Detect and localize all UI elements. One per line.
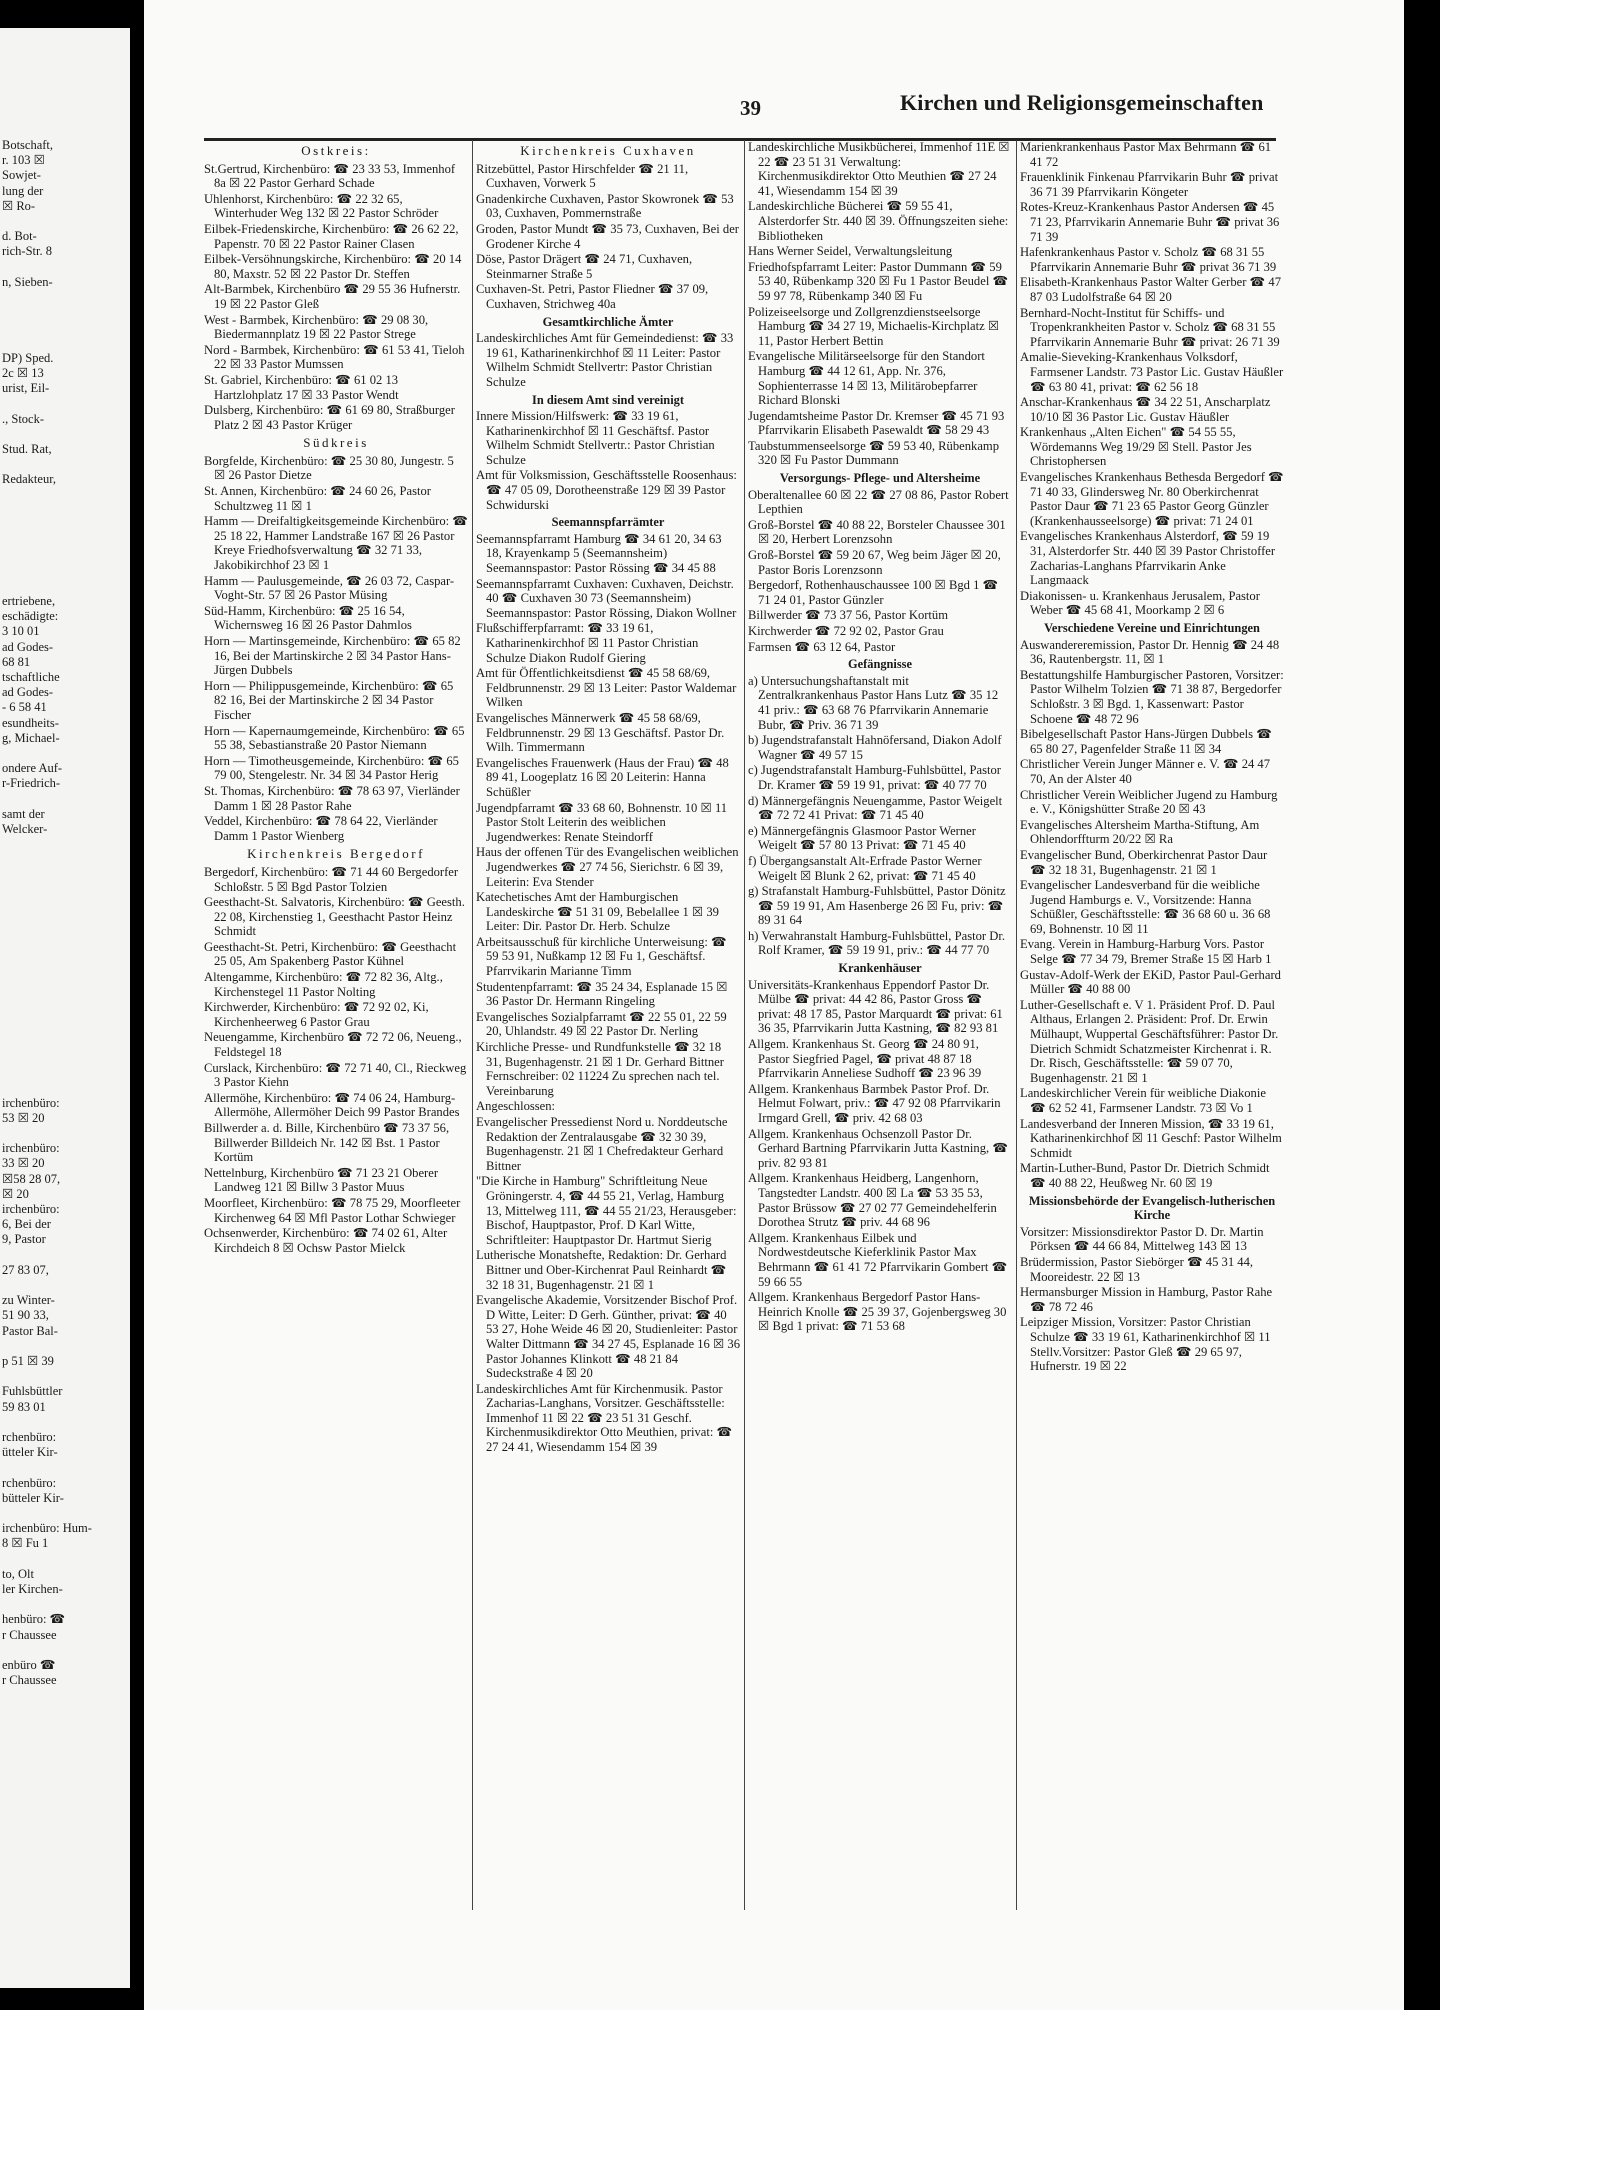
facing-page-text: rchenbüro:: [2, 1430, 57, 1444]
facing-page-text: tschaftliche: [2, 670, 60, 684]
directory-entry: Allgem. Krankenhaus Bergedorf Pastor Hans-Heinrich Knolle ☎ 25 39 37, Gojenbergsweg 30 ☒ Bgd 1 privat: ☎ 71 53 68: [748, 1290, 1007, 1334]
page-edge: [1404, 0, 1440, 2010]
section-heading: Ostkreis:: [301, 143, 371, 158]
directory-entry: Groden, Pastor Mundt ☎ 35 73, Cuxhaven, Bei der Grodener Kirche 4: [476, 221, 739, 251]
facing-page-text: ertriebene,: [2, 594, 56, 608]
facing-page-text: ., Stock-: [2, 411, 45, 426]
directory-entry: b) Jugendstrafanstalt Hahnöfersand, Diakon Adolf Wagner ☎ 49 57 15: [748, 733, 1002, 762]
facing-page-text: eschädigte:: [2, 609, 59, 624]
directory-entry: Horn — Timotheusgemeinde, Kirchenbüro: ☎ 65 79 00, Stengelestr. Nr. 34 ☒ 34 Pastor Herig: [204, 753, 459, 783]
directory-entry: Curslack, Kirchenbüro: ☎ 72 71 40, Cl., Rieckweg 3 Pastor Kiehn: [204, 1060, 467, 1090]
directory-entry: Cuxhaven-St. Petri, Pastor Fliedner ☎ 37 09, Cuxhaven, Strichweg 40a: [476, 282, 709, 311]
facing-page-text: samt der: [2, 806, 45, 821]
section-heading: Kirchenkreis Bergedorf: [247, 846, 425, 862]
facing-page-text: r. 103 ☒: [2, 153, 45, 168]
directory-entry: St.Gertrud, Kirchenbüro: ☎ 23 33 53, Immenhof 8a ☒ 22 Pastor Gerhard Schade: [204, 161, 456, 191]
facing-page-text: Pastor Bal-: [2, 1323, 58, 1338]
directory-entry: Hafenkrankenhaus Pastor v. Scholz ☎ 68 31 55 Pfarrvikarin Annemarie Buhr ☎ privat 36 71 39: [1020, 245, 1277, 274]
facing-page-text: g, Michael-: [2, 730, 60, 745]
section-heading: Gesamtkirchliche Ämter: [542, 314, 674, 329]
directory-entry: Hermansburger Mission in Hamburg, Pastor Rahe ☎ 78 72 46: [1020, 1285, 1273, 1314]
directory-entry: Flußschifferpfarramt: ☎ 33 19 61, Katharinenkirchhof ☒ 11 Pastor Christian Schulze Diakon Rudolf Giering: [476, 621, 699, 665]
directory-entry: Auswandereremission, Pastor Dr. Hennig ☎ 24 48 36, Rautenbergstr. 11, ☒ 1: [1020, 637, 1280, 667]
facing-page-fragment: [0, 28, 130, 1988]
column-1: [204, 140, 468, 1910]
directory-entry: Anschar-Krankenhaus ☎ 34 22 51, Anscharplatz 10/10 ☒ 36 Pastor Lic. Gustav Häußler: [1020, 395, 1271, 424]
directory-entry: Diakonissen- u. Krankenhaus Jerusalem, Pastor Weber ☎ 45 68 41, Moorkamp 2 ☒ 6: [1020, 588, 1260, 618]
section-heading: Missionsbehörde der Evangelisch-lutherischen Kirche: [1028, 1193, 1276, 1223]
section-heading: In diesem Amt sind vereinigt: [532, 392, 684, 407]
facing-page-text: - 6 58 41: [2, 700, 47, 715]
facing-page-text: irchenbüro:: [2, 1202, 60, 1216]
facing-page-text: 53 ☒ 20: [2, 1110, 45, 1125]
directory-entry: Landeskirchliche Bücherei ☎ 59 55 41, Alsterdorfer Str. 440 ☒ 39. Öffnungszeiten siehe: Bibliotheken: [748, 199, 1009, 243]
facing-page-text: 8 ☒ Fu 1: [2, 1536, 49, 1551]
directory-entry: Jugendamtsheime Pastor Dr. Kremser ☎ 45 71 93 Pfarrvikarin Elisabeth Pasewaldt ☎ 58 29 43: [748, 408, 1005, 438]
directory-entry: Evangelisches Krankenhaus Bethesda Bergedorf ☎ 71 40 33, Glindersweg Nr. 80 Oberkirchenrat Pastor Daur ☎ 71 23 65 Pastor Georg Günzler (Krankenhausseelsorge) ☎ privat: 71 24 01: [1020, 470, 1284, 528]
column-divider: [1016, 140, 1017, 1910]
column-divider: [472, 140, 473, 1910]
directory-entry: Martin-Luther-Bund, Pastor Dr. Dietrich Schmidt ☎ 40 88 22, Heußweg Nr. 60 ☒ 19: [1020, 1161, 1270, 1190]
directory-entry: Bergedorf, Kirchenbüro: ☎ 71 44 60 Bergedorfer Schloßstr. 5 ☒ Bgd Pastor Tolzien: [204, 864, 459, 894]
facing-page-text: enbüro ☎: [2, 1658, 56, 1672]
section-heading: Kirchenkreis Cuxhaven: [520, 143, 696, 158]
facing-page-text: Redakteur,: [2, 472, 56, 487]
directory-entry: St. Annen, Kirchenbüro: ☎ 24 60 26, Pastor Schultzweg 11 ☒ 1: [204, 484, 431, 513]
directory-entry: Ochsenwerder, Kirchenbüro: ☎ 74 02 61, Alter Kirchdeich 8 ☒ Ochsw Pastor Mielck: [204, 1226, 448, 1255]
directory-entry: Evangelischer Landesverband für die weibliche Jugend Hamburgs e. V., Vorsitzende: Hanna Schüßler, Geschäftsstelle: ☎ 36 68 60 u. 36 68 69, Bohnenstr. 10 ☒ 11: [1020, 878, 1271, 936]
directory-entry: Landeskirchliches Amt für Gemeindedienst: ☎ 33 19 61, Katharinenkirchhof ☒ 11 Leiter: Pastor Wilhelm Schmidt Stellvertr: Pastor Christian Schulze: [476, 331, 734, 389]
directory-entry: Evangelisches Frauenwerk (Haus der Frau) ☎ 48 89 41, Loogeplatz 16 ☒ 20 Leiterin: Hanna Schüßler: [476, 755, 729, 799]
facing-page-text: zu Winter-: [2, 1293, 55, 1308]
facing-page-text: Sowjet-: [2, 168, 41, 183]
section-heading: Gefängnisse: [847, 657, 913, 672]
directory-entry: Friedhofspfarramt Leiter: Pastor Dummann ☎ 59 53 40, Rübenkamp 320 ☒ Fu 1 Pastor Beudel ☎ 59 97 78, Rübenkamp 340 ☒ Fu: [748, 259, 1009, 303]
directory-entry: Horn — Kapernaumgemeinde, Kirchenbüro: ☎ 65 55 38, Sebastianstraße 20 Pastor Niemann: [204, 723, 465, 753]
directory-entry: Gustav-Adolf-Werk der EKiD, Pastor Paul-Gerhard Müller ☎ 40 88 00: [1020, 967, 1281, 997]
directory-entry: Rotes-Kreuz-Krankenhaus Pastor Andersen ☎ 45 71 23, Pfarrvikarin Annemarie Buhr ☎ privat 36 71 39: [1020, 200, 1280, 244]
running-header: Kirchen und Religionsgemeinschaften: [900, 90, 1264, 115]
directory-entry: Gnadenkirche Cuxhaven, Pastor Skowronek ☎ 53 03, Cuxhaven, Pommernstraße: [476, 191, 734, 221]
facing-page-text: ütteler Kir-: [2, 1445, 58, 1460]
facing-page-text: 27 83 07,: [2, 1262, 49, 1277]
facing-page-text: ondere Auf-: [2, 761, 63, 776]
directory-entry: Amalie-Sieveking-Krankenhaus Volksdorf, Farmsener Landstr. 73 Pastor Lic. Gustav Häußler ☎ 63 80 41, privat: ☎ 62 56 18: [1020, 350, 1284, 394]
directory-entry: Haus der offenen Tür des Evangelischen weiblichen Jugendwerkes ☎ 27 74 56, Sierichstr. 6 ☒ 39, Leiterin: Eva Stender: [476, 845, 739, 889]
directory-entry: e) Männergefängnis Glasmoor Pastor Werner Weigelt ☎ 57 80 13 Privat: ☎ 71 45 40: [748, 823, 976, 853]
directory-entry: Christlicher Verein Junger Männer e. V. ☎ 24 47 70, An der Alster 40: [1020, 757, 1271, 786]
directory-entry: c) Jugendstrafanstalt Hamburg-Fuhlsbüttel, Pastor Dr. Kramer ☎ 59 19 91, privat: ☎ 40 77 70: [748, 763, 1002, 792]
facing-page-text: n, Sieben-: [2, 274, 53, 289]
directory-entry: Veddel, Kirchenbüro: ☎ 78 64 22, Vierländer Damm 1 Pastor Wienberg: [204, 814, 438, 843]
section-heading: Verschiedene Vereine und Einrichtungen: [1044, 621, 1260, 635]
directory-entry: Studentenpfarramt: ☎ 35 24 34, Esplanade 15 ☒ 36 Pastor Dr. Hermann Ringeling: [476, 979, 728, 1009]
directory-entry: Nettelnburg, Kirchenbüro ☎ 71 23 21 Oberer Landweg 121 ☒ Billw 3 Pastor Muus: [204, 1165, 439, 1195]
column-4: [1020, 140, 1284, 1910]
facing-page-text: henbüro: ☎: [2, 1612, 66, 1627]
facing-page-text: bütteler Kir-: [2, 1490, 64, 1505]
directory-entry: Evangelisches Sozialpfarramt ☎ 22 55 01, 22 59 20, Uhlandstr. 49 ☒ 22 Pastor Dr. Nerling: [476, 1009, 727, 1039]
facing-page-text: DP) Sped.: [2, 350, 54, 365]
directory-entry: Lutherische Monatshefte, Redaktion: Dr. Gerhard Bittner und Ober-Kirchenrat Paul Reinhardt ☎ 32 18 31, Bugenhagenstr. 21 ☒ 1: [476, 1248, 727, 1292]
directory-entry: Kirchliche Presse- und Rundfunkstelle ☎ 32 18 31, Bugenhagenstr. 21 ☒ 1 Dr. Gerhard Bittner Fernschreiber: 02 11224 Zu sprechen nach tel. Vereinbarung: [476, 1040, 724, 1098]
facing-page-text: ad Godes-: [2, 639, 54, 654]
directory-entry: Hans Werner Seidel, Verwaltungsleitung: [748, 244, 953, 259]
directory-entry: Evangelisches Krankenhaus Alsterdorf, ☎ 59 19 31, Alsterdorfer Str. 440 ☒ 39 Pastor Christoffer Zacharias-Langhans Pfarrvikarin Anke Langmaack: [1020, 529, 1276, 588]
directory-entry: Allgem. Krankenhaus Heidberg, Langenhorn, Tangstedter Landstr. 400 ☒ La ☎ 53 35 53, Pastor Brüssow ☎ 27 02 77 Gemeindehelferin Dorothea Strutz ☎ priv. 44 68 96: [748, 1171, 997, 1230]
directory-entry: h) Verwahranstalt Hamburg-Fuhlsbüttel, Pastor Dr. Rolf Kramer, ☎ 59 19 91, priv.: ☎ 44 77 70: [748, 928, 1005, 958]
directory-entry: Kirchwerder ☎ 72 92 02, Pastor Grau: [748, 624, 944, 638]
facing-page-text: Botschaft,: [2, 138, 54, 152]
directory-entry: Elisabeth-Krankenhaus Pastor Walter Gerber ☎ 47 87 03 Ludolfstraße 64 ☒ 20: [1020, 275, 1281, 304]
directory-entry: Eilbek-Versöhnungskirche, Kirchenbüro: ☎ 20 14 80, Maxstr. 52 ☒ 22 Pastor Dr. Steffen: [204, 252, 462, 281]
directory-entry: Evangelische Akademie, Vorsitzender Bischof Prof. D Witte, Leiter: D Gerh. Günther, privat: ☎ 40 53 27, Hohe Weide 46 ☒ 20, Studienleiter: Pastor Walter Dittmann ☎ 34 27 45, Esplanade 16 ☒ 36 Pastor Johannes Klinkott ☎ 48 21 84 Sudeckstraße 4 ☒ 20: [476, 1293, 740, 1381]
facing-page-text: 6, Bei der: [2, 1217, 51, 1232]
facing-page-text: r Chaussee: [2, 1673, 57, 1688]
facing-page-text: p 51 ☒ 39: [2, 1354, 54, 1368]
directory-entry: Kirchwerder, Kirchenbüro: ☎ 72 92 02, Ki, Kirchenheerweg 6 Pastor Grau: [204, 1000, 429, 1029]
directory-entry: Evangelisches Altersheim Martha-Stiftung, Am Ohlendorffturm 20/22 ☒ Ra: [1020, 817, 1260, 847]
directory-entry: Ritzebüttel, Pastor Hirschfelder ☎ 21 11, Cuxhaven, Vorwerk 5: [476, 161, 689, 191]
directory-entry: Allermöhe, Kirchenbüro: ☎ 74 06 24, Hamburg-Allermöhe, Allermöher Deich 99 Pastor Brandes: [204, 1090, 460, 1120]
facing-page-text: Welcker-: [2, 822, 48, 836]
directory-entry: Leipziger Mission, Vorsitzer: Pastor Christian Schulze ☎ 33 19 61, Katharinenkirchhof ☒ 11 Stellv.Vorsitzer: Pastor Gleß ☎ 29 65 97, Hufnerstr. 19 ☒ 22: [1020, 1315, 1271, 1374]
directory-entry: Innere Mission/Hilfswerk: ☎ 33 19 61, Katharinenkirchhof ☒ 11 Geschäftsf. Pastor Wilhelm Schmidt Stellvertr.: Pastor Christian Schulze: [476, 409, 715, 467]
facing-page-text: 59 83 01: [2, 1399, 46, 1414]
directory-entry: Allgem. Krankenhaus St. Georg ☎ 24 80 91, Pastor Siegfried Pagel, ☎ privat 48 87 18 Pfarrvikarin Anneliese Sudhoff ☎ 23 96 39: [748, 1037, 982, 1081]
facing-page-text: 3 10 01: [2, 624, 40, 639]
directory-entry: Christlicher Verein Weiblicher Jugend zu Hamburg e. V., Königshütter Straße 20 ☒ 43: [1020, 787, 1278, 817]
facing-page-text: lung der: [2, 183, 44, 198]
directory-entry: Amt für Volksmission, Geschäftsstelle Roosenhaus: ☎ 47 05 09, Dorotheenstraße 129 ☒ 39 Pastor Schwidurski: [476, 468, 737, 512]
facing-page-text: Fuhlsbüttler: [2, 1384, 63, 1399]
directory-entry: Arbeitsausschuß für kirchliche Unterweisung: ☎ 59 53 91, Nußkamp 12 ☒ Fu 1, Geschäftsf. Pfarrvikarin Marianne Timm: [476, 934, 727, 979]
directory-entry: Billwerder ☎ 73 37 56, Pastor Kortüm: [748, 608, 949, 623]
section-heading: Seemannspfarrämter: [551, 515, 665, 530]
directory-entry: f) Übergangsanstalt Alt-Erfrade Pastor Werner Weigelt ☒ Blunk 2 62, privat: ☎ 71 45 40: [748, 853, 982, 883]
directory-entry: Allgem. Krankenhaus Eilbek und Nordwestdeutsche Kieferklinik Pastor Max Behrmann ☎ 61 41 72 Pfarrvikarin Gombert ☎ 59 66 55: [748, 1230, 1008, 1289]
directory-entry: Marienkrankenhaus Pastor Max Behrmann ☎ 61 41 72: [1020, 140, 1272, 169]
facing-page-text: ☒ Ro-: [2, 198, 36, 213]
directory-entry: Oberaltenallee 60 ☒ 22 ☎ 27 08 86, Pastor Robert Lepthien: [748, 487, 1009, 517]
directory-entry: g) Strafanstalt Hamburg-Fuhlsbüttel, Pastor Dönitz ☎ 59 19 91, Am Hasenberge 26 ☒ Fu, priv: ☎ 89 31 64: [748, 884, 1006, 928]
directory-entry: Allgem. Krankenhaus Ochsenzoll Pastor Dr. Gerhard Bartning Pfarrvikarin Jutta Kastning, ☎ priv. 82 93 81: [748, 1126, 1009, 1170]
directory-entry: Neuengamme, Kirchenbüro ☎ 72 72 06, Neueng., Feldstegel 18: [204, 1030, 462, 1060]
directory-entry: Luther-Gesellschaft e. V 1. Präsident Prof. D. Paul Althaus, Erlangen 2. Präsident: Prof. Dr. Erwin Mülhaupt, Wuppertal Geschäftsführer: Pastor Dr. Dietrich Schmidt Schatzmeister Kirchenrat i. R. Dr. Risch, Geschäftsstelle: ☎ 59 07 70, Bugenhagenstr. 21 ☒ 1: [1020, 997, 1279, 1085]
directory-entry: St. Gabriel, Kirchenbüro: ☎ 61 02 13 Hartzlohplatz 17 ☒ 33 Pastor Wendt: [204, 372, 399, 402]
directory-entry: a) Untersuchungshaftanstalt mit Zentralkrankenhaus Pastor Hans Lutz ☎ 35 12 41 priv.: ☎ 63 68 76 Pfarrvikarin Annemarie Bubr, ☎ Priv. 36 71 39: [748, 673, 999, 732]
directory-entry: Landeskirchliches Amt für Kirchenmusik. Pastor Zacharias-Langhans, Vorsitzer. Geschäftsstelle: Immenhof 11 ☒ 22 ☎ 23 51 31 Geschf. Kirchenmusikdirektor Otto Meuthien, privat: ☎ 27 24 41, Wiesendamm 154 ☒ 39: [476, 1381, 733, 1455]
directory-entry: Evangelisches Männerwerk ☎ 45 58 68/69, Feldbrunnenstr. 29 ☒ 13 Geschäftsf. Pastor Dr. Wilh. Timmermann: [476, 710, 725, 755]
facing-page-text: irchenbüro:: [2, 1141, 60, 1156]
directory-entry: Dulsberg, Kirchenbüro: ☎ 61 69 80, Straßburger Platz 2 ☒ 43 Pastor Krüger: [204, 403, 455, 432]
facing-page-text: to, Olt: [2, 1566, 34, 1581]
facing-page-text: ☒ 20: [2, 1186, 29, 1201]
directory-entry: Nord - Barmbek, Kirchenbüro: ☎ 61 53 41, Tieloh 22 ☒ 33 Pastor Mumssen: [204, 342, 465, 372]
facing-page-text: irchenbüro: Hum-: [2, 1521, 92, 1536]
directory-entry: Vorsitzer: Missionsdirektor Pastor D. Dr. Martin Pörksen ☎ 44 66 84, Mittelweg 143 ☒ 13: [1020, 1224, 1264, 1254]
directory-entry: Geesthacht-St. Salvatoris, Kirchenbüro: ☎ Geesth. 22 08, Kirchenstieg 1, Geesthacht Pastor Heinz Schmidt: [204, 895, 465, 939]
directory-entry: Evangelischer Bund, Oberkirchenrat Pastor Daur ☎ 32 18 31, Bugenhagenstr. 21 ☒ 1: [1020, 847, 1268, 877]
directory-entry: Allgem. Krankenhaus Barmbek Pastor Prof. Dr. Helmut Folwart, priv.: ☎ 47 92 08 Pfarrvikarin Irmgard Grell, ☎ priv. 42 68 03: [748, 1081, 1001, 1125]
directory-entry: d) Männergefängnis Neuengamme, Pastor Weigelt ☎ 72 72 41 Privat: ☎ 71 45 40: [748, 793, 1003, 823]
directory-entry: Landeskirchlicher Verein für weibliche Diakonie ☎ 62 52 41, Farmsener Landstr. 73 ☒ Vo 1: [1020, 1086, 1266, 1115]
directory-entry: Amt für Öffentlichkeitsdienst ☎ 45 58 68/69, Feldbrunnenstr. 29 ☒ 13 Leiter: Pastor Waldemar Wilken: [476, 666, 737, 710]
facing-page-text: irchenbüro:: [2, 1095, 60, 1110]
directory-entry: West - Barmbek, Kirchenbüro: ☎ 29 08 30, Biedermannplatz 19 ☒ 22 Pastor Strege: [204, 312, 429, 342]
facing-page-text: urist, Eil-: [2, 381, 50, 396]
column-3: [748, 140, 1012, 1910]
directory-entry: Altengamme, Kirchenbüro: ☎ 72 82 36, Altg., Kirchenstegel 11 Pastor Nolting: [204, 970, 443, 999]
directory-entry: Polizeiseelsorge und Zollgrenzdienstseelsorge Hamburg ☎ 34 27 19, Michaelis-Kirchplatz ☒ 11, Pastor Herbert Bettin: [748, 304, 1000, 348]
directory-entry: Jugendpfarramt ☎ 33 68 60, Bohnenstr. 10 ☒ 11 Pastor Stolt Leiterin des weiblichen Jugendwerkes: Renate Steindorff: [476, 800, 728, 844]
facing-page-text: ☒58 28 07,: [2, 1171, 61, 1186]
directory-entry: Farmsen ☎ 63 12 64, Pastor: [748, 639, 896, 654]
facing-page-text: d. Bot-: [2, 229, 37, 244]
directory-entry: Evang. Verein in Hamburg-Harburg Vors. Pastor Selge ☎ 77 34 79, Bremer Straße 15 ☒ Harb 1: [1020, 937, 1272, 967]
directory-entry: Seemannspfarramt Cuxhaven: Cuxhaven, Deichstr. 40 ☎ Cuxhaven 30 73 (Seemannsheim) Seemannspastor: Pastor Rössing, Diakon Wollner: [476, 576, 737, 620]
directory-entry: Hamm — Paulusgemeinde, ☎ 26 03 72, Caspar-Voght-Str. 57 ☒ 26 Pastor Müsing: [204, 573, 455, 603]
directory-entry: Bestattungshilfe Hamburgischer Pastoren, Vorsitzer: Pastor Wilhelm Tolzien ☎ 71 38 87, Bergedorfer Schloßstr. 3 ☒ Bgd. 1, Kassenwart: Pastor Schoene ☎ 48 72 96: [1020, 667, 1284, 726]
book-gutter: [130, 0, 144, 2010]
directory-entry: Bergedorf, Rothenhauschaussee 100 ☒ Bgd 1 ☎ 71 24 01, Pastor Günzler: [748, 578, 999, 607]
directory-entry: Brüdermission, Pastor Siebörger ☎ 45 31 44, Mooreidestr. 22 ☒ 13: [1020, 1254, 1254, 1284]
directory-entry: Krankenhaus „Alten Eichen" ☎ 54 55 55, Wördemanns Weg 19/29 ☒ Stell. Pastor Jes Christophersen: [1020, 425, 1252, 469]
facing-page-text: 33 ☒ 20: [2, 1156, 45, 1171]
directory-entry: Moorfleet, Kirchenbüro: ☎ 78 75 29, Moorfleeter Kirchenweg 64 ☒ Mfl Pastor Lothar Schwieger: [204, 1195, 461, 1225]
directory-entry: Döse, Pastor Drägert ☎ 24 71, Cuxhaven, Steinmarner Straße 5: [476, 252, 693, 281]
directory-entry: Universitäts-Krankenhaus Eppendorf Pastor Dr. Mülbe ☎ privat: 44 42 86, Pastor Gross ☎ privat: 48 17 85, Pastor Marquardt ☎ privat: 61 36 35, Pfarrvikarin Jutta Kastning, ☎ 82 93 81: [748, 977, 1003, 1036]
directory-entry: Billwerder a. d. Bille, Kirchenbüro ☎ 73 37 56, Billwerder Billdeich Nr. 142 ☒ Bst. 1 Pastor Kortüm: [204, 1121, 450, 1165]
directory-entry: Landesverband der Inneren Mission, ☎ 33 19 61, Katharinenkirchhof ☒ 11 Geschf: Pastor Wilhelm Schmidt: [1020, 1116, 1282, 1160]
facing-page-text: r Chaussee: [2, 1627, 57, 1642]
directory-entry: Hamm — Dreifaltigkeitsgemeinde Kirchenbüro: ☎ 25 18 22, Hammer Landstraße 167 ☒ 26 Pastor Kreye Friedhofsverwaltung ☎ 32 71 33, Jakobikirchhof 23 ☒ 1: [204, 514, 468, 573]
directory-entry: Evangelische Militärseelsorge für den Standort Hamburg ☎ 44 12 61, App. Nr. 376, Sophienterrasse 14 ☒ 13, Militärobepfarrer Richard Blonski: [748, 349, 985, 408]
directory-entry: Landeskirchliche Musikbücherei, Immenhof 11E ☒ 22 ☎ 23 51 31 Verwaltung: Kirchenmusikdirektor Otto Meuthien ☎ 27 24 41, Wiesendamm 154 ☒ 39: [748, 140, 1010, 198]
facing-page-text: rich-Str. 8: [2, 244, 52, 259]
directory-entry: Frauenklinik Finkenau Pfarrvikarin Buhr ☎ privat 36 71 39 Pfarrvikarin Köngeter: [1020, 170, 1279, 199]
directory-entry: St. Thomas, Kirchenbüro: ☎ 78 63 97, Vierländer Damm 1 ☒ 28 Pastor Rahe: [204, 783, 460, 813]
directory-entry: Süd-Hamm, Kirchenbüro: ☎ 25 16 54, Wichernsweg 16 ☒ 26 Pastor Dahmlos: [204, 603, 412, 633]
directory-entry: Taubstummenseelsorge ☎ 59 53 40, Rübenkamp 320 ☒ Fu Pastor Dummann: [748, 438, 1000, 468]
section-heading: Südkreis: [303, 435, 369, 451]
facing-page-text: ad Godes-: [2, 685, 54, 700]
column-divider: [744, 140, 745, 1910]
directory-entry: Borgfelde, Kirchenbüro: ☎ 25 30 80, Jungestr. 5 ☒ 26 Pastor Dietze: [204, 453, 454, 483]
facing-page-text: 51 90 33,: [2, 1308, 49, 1323]
facing-page-text: esundheits-: [2, 715, 59, 730]
facing-page-text: 2c ☒ 13: [2, 366, 44, 380]
section-heading: Krankenhäuser: [838, 961, 922, 976]
directory-entry: Katechetisches Amt der Hamburgischen Landeskirche ☎ 51 31 09, Bebelallee 1 ☒ 39 Leiter: Dir. Pastor Dr. Herb. Schulze: [476, 890, 719, 934]
facing-page-text: r-Friedrich-: [2, 776, 61, 791]
directory-entry: Bernhard-Nocht-Institut für Schiffs- und Tropenkrankheiten Pastor v. Scholz ☎ 68 31 55 Pfarrvikarin Annemarie Buhr ☎ privat: 26 71 39: [1020, 305, 1280, 349]
column-2: [476, 140, 740, 1910]
directory-entry: Bibelgesellschaft Pastor Hans-Jürgen Dubbels ☎ 65 80 27, Pagenfelder Straße 11 ☒ 34: [1020, 727, 1272, 756]
directory-entry: Eilbek-Friedenskirche, Kirchenbüro: ☎ 26 62 22, Papenstr. 70 ☒ 22 Pastor Rainer Clasen: [204, 221, 459, 251]
facing-page-text: Stud. Rat,: [2, 442, 52, 456]
directory-entry: Alt-Barmbek, Kirchenbüro ☎ 29 55 36 Hufnerstr. 19 ☒ 22 Pastor Gleß: [204, 282, 461, 311]
directory-entry: Horn — Philippusgemeinde, Kirchenbüro: ☎ 65 82 16, Bei der Martinskirche 2 ☒ 34 Pastor Fischer: [204, 678, 454, 722]
directory-entry: Evangelischer Pressedienst Nord u. Norddeutsche Redaktion der Zentralausgabe ☎ 32 30 39, Bugenhagenstr. 21 ☒ 1 Chefredakteur Gerhard Bittner: [476, 1115, 728, 1173]
page-number: 39: [740, 96, 761, 120]
facing-page-text: rchenbüro:: [2, 1475, 57, 1490]
directory-entry: Uhlenhorst, Kirchenbüro: ☎ 22 32 65, Winterhuder Weg 132 ☒ 22 Pastor Schröder: [204, 191, 439, 221]
section-heading: Versorgungs- Pflege- und Altersheime: [779, 471, 981, 486]
directory-entry: Groß-Borstel ☎ 40 88 22, Borsteler Chaussee 301 ☒ 20, Herbert Lorenzsohn: [748, 517, 1006, 547]
directory-entry: Geesthacht-St. Petri, Kirchenbüro: ☎ Geesthacht 25 05, Am Spakenberg Pastor Kühnel: [204, 939, 457, 969]
facing-page-text: 9, Pastor: [2, 1232, 46, 1247]
facing-page-text: ler Kirchen-: [2, 1582, 63, 1596]
directory-entry: Groß-Borstel ☎ 59 20 67, Weg beim Jäger ☒ 20, Pastor Boris Lorenzsonn: [748, 548, 1001, 577]
directory-entry: Angeschlossen:: [476, 1099, 556, 1114]
directory-entry: Horn — Martinsgemeinde, Kirchenbüro: ☎ 65 82 16, Bei der Martinskirche 2 ☒ 34 Pastor Hans-Jürgen Dubbels: [204, 634, 461, 678]
directory-entry: "Die Kirche in Hamburg" Schriftleitung Neue Gröningerstr. 4, ☎ 44 55 21, Verlag, Hamburg 13, Mittelweg 111, ☎ 44 55 21/23, Herausgeber: Bischof, Hauptpastor, Prof. D Karl Witte, Schriftleiter: Hauptpastor Dr. Hartmut Sierig: [476, 1174, 737, 1247]
directory-entry: Seemannspfarramt Hamburg ☎ 34 61 20, 34 63 18, Krayenkamp 5 (Seemannsheim) Seemannspastor: Pastor Rössing ☎ 34 45 88: [476, 531, 722, 576]
facing-page-text: 68 81: [2, 654, 31, 669]
